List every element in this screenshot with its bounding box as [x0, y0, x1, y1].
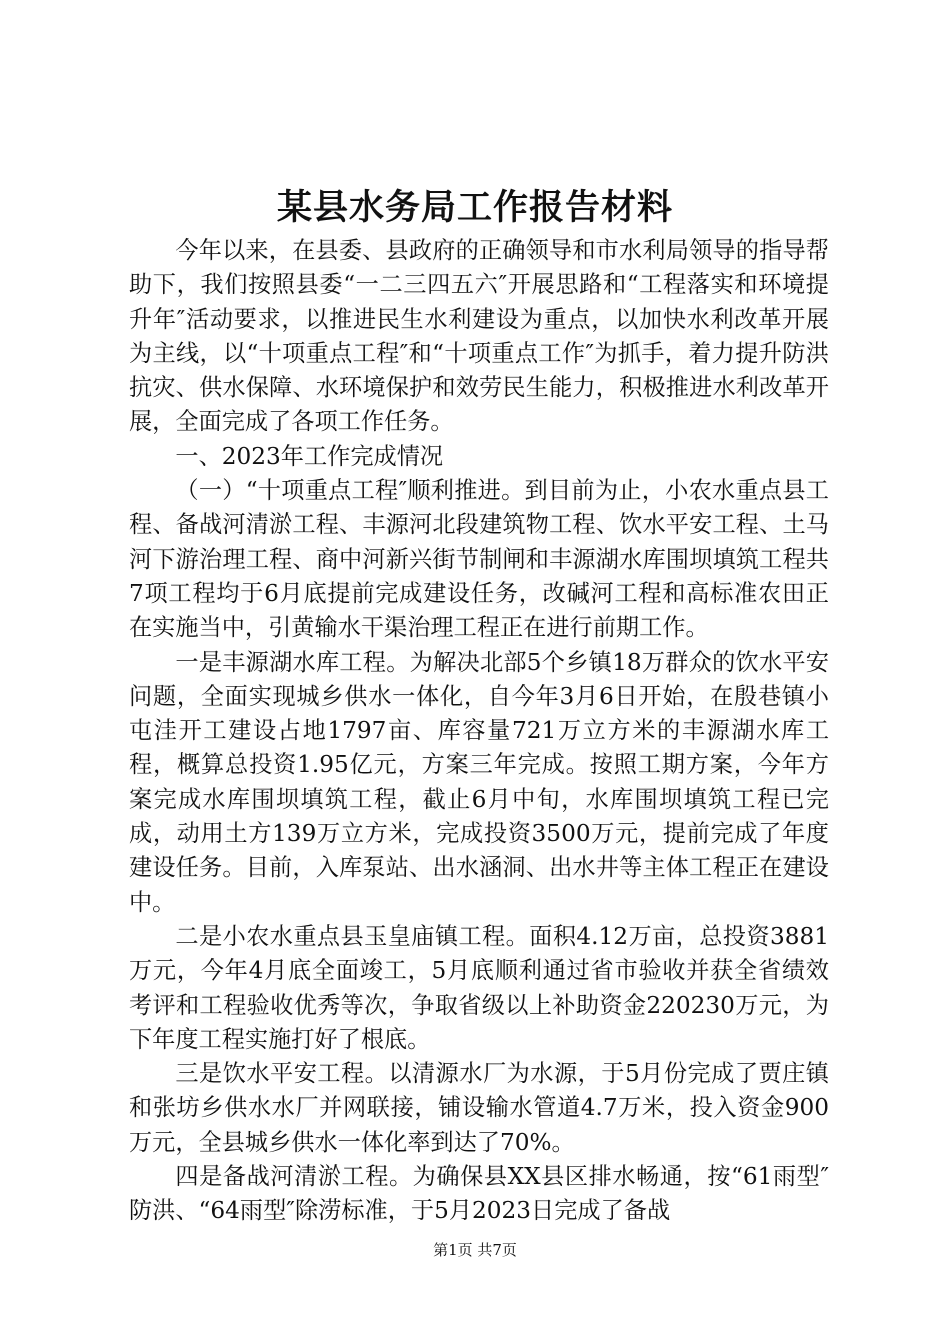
paragraph-item-3: 三是饮水平安工程。以清源水厂为水源，于5月份完成了贾庄镇和张坊乡供水水厂并网联接，铺设输水管道4.7万米，投入资金900万元，全县城乡供水一体化率到达了70%。 — [129, 1060, 829, 1156]
paragraph-subsection-1: （一）“十项重点工程″顺利推进。到目前为止，小农水重点县工程、备战河清淤工程、丰源河北段建筑物工程、饮水平安工程、土马河下游治理工程、商中河新兴街节制闸和丰源湖水库围坝填筑工程共7项工程均于6月底提前完成建设任务，改碱河工程和高标准农田正在实施当中，引黄输水干渠治理工程正在进行前期工作。 — [129, 477, 829, 642]
paragraph-item-1: 一是丰源湖水库工程。为解决北部5个乡镇18万群众的饮水平安问题，全面实现城乡供水一体化，自今年3月6日开始，在殷巷镇小屯洼开工建设占地1797亩、库容量721万立方米的丰源湖水库工程，概算总投资1.95亿元，方案三年完成。按照工期方案，今年方案完成水库围坝填筑工程，截止6月中旬，水库围坝填筑工程已完成，动用土方139万立方米，完成投资3500万元，提前完成了年度建设任务。目前，入库泵站、出水涵洞、出水井等主体工程正在建设中。 — [129, 648, 829, 916]
paragraph-item-2: 二是小农水重点县玉皇庙镇工程。面积4.12万亩，总投资3881万元，今年4月底全面竣工，5月底顺利通过省市验收并获全省绩效考评和工程验收优秀等次，争取省级以上补助资金220230万元，为下年度工程实施打好了根底。 — [129, 922, 829, 1053]
page-title: 某县水务局工作报告材料 — [276, 187, 673, 228]
document-body — [129, 234, 829, 1229]
paragraph-item-4: 四是备战河清淤工程。为确保县XX县区排水畅通，按“61雨型″防洪、“64雨型″除涝标准，于5月2023日完成了备战 — [129, 1163, 829, 1225]
page-footer: 第1页 共7页 — [433, 1241, 517, 1259]
paragraph-intro: 今年以来，在县委、县政府的正确领导和市水利局领导的指导帮助下，我们按照县委“一二三四五六″开展思路和“工程落实和环境提升年″活动要求，以推进民生水利建设为重点，以加快水利改革开展为主线，以“十项重点工程″和“十项重点工作″为抓手，着力提升防洪抗灾、供水保障、水环境保护和效劳民生能力，积极推进水利改革开展，全面完成了各项工作任务。 — [129, 237, 829, 436]
section-heading: 一、2023年工作完成情况 — [175, 442, 444, 470]
